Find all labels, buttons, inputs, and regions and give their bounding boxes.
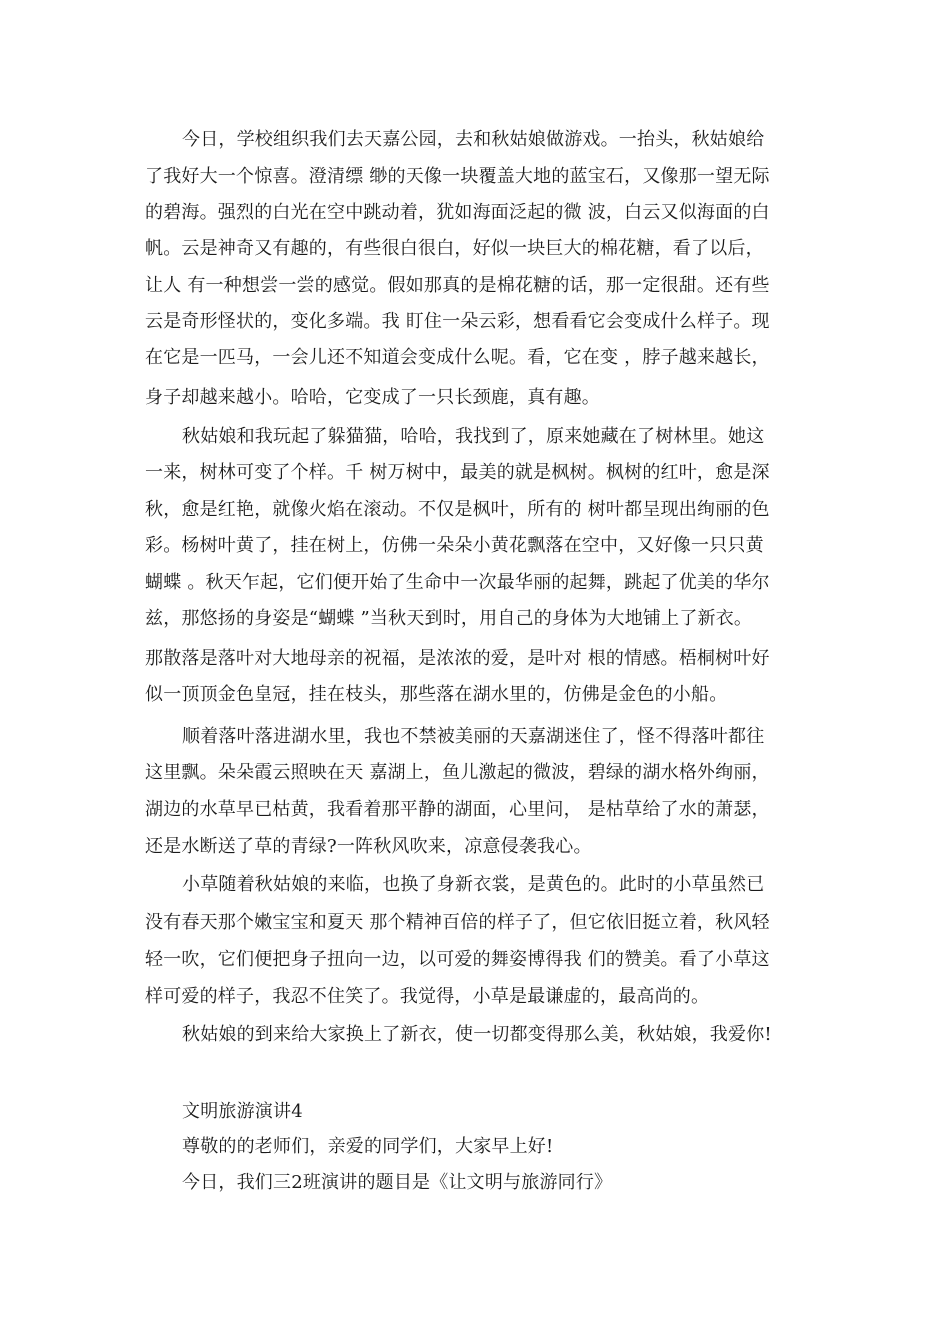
- text-line: 秋姑娘的到来给大家换上了新衣，使一切都变得那么美，秋姑娘，我爱你!: [182, 1024, 772, 1045]
- text-line: 的碧海。强烈的白光在空中跳动着，犹如海面泛起的微 波，白云又似海面的白: [145, 202, 770, 223]
- text-line: 轻一吹，它们便把身子扭向一边，以可爱的舞姿博得我 们的赞美。看了小草这: [145, 949, 770, 970]
- text-line: 秋姑娘和我玩起了躲猫猫，哈哈，我找到了，原来她藏在了树林里。她这: [182, 426, 765, 447]
- text-line: 没有春天那个嫩宝宝和夏天 那个精神百倍的样子了，但它依旧挺立着，秋风轻: [145, 912, 770, 933]
- text-line: 这里飘。朵朵霞云照映在天 嘉湖上，鱼儿激起的微波，碧绿的湖水格外绚丽，: [145, 762, 770, 783]
- speech-intro: 今日，我们三2班演讲的题目是《让文明与旅游同行》: [182, 1172, 613, 1193]
- text-line: 身子却越来越小。哈哈，它变成了一只长颈鹿，真有趣。: [145, 387, 600, 408]
- text-line: 还是水断送了草的青绿?一阵秋风吹来，凉意侵袭我心。: [145, 836, 592, 857]
- speech-greeting: 尊敬的的老师们，亲爱的同学们，大家早上好!: [182, 1136, 554, 1157]
- text-line: 让人 有一种想尝一尝的感觉。假如那真的是棉花糖的话，那一定很甜。还有些: [145, 275, 770, 296]
- text-line: 兹，那悠扬的身姿是“蝴蝶 ”当秋天到时，用自己的身体为大地铺上了新衣。: [145, 608, 753, 629]
- text-line: 湖边的水草早已枯黄，我看着那平静的湖面，心里问， 是枯草给了水的萧瑟，: [145, 799, 770, 820]
- text-line: 在它是一匹马，一会儿还不知道会变成什么呢。看，它在变 ，脖子越来越长，: [145, 347, 770, 368]
- text-line: 似一顶顶金色皇冠，挂在枝头，那些落在湖水里的，仿佛是金色的小船。: [145, 684, 728, 705]
- speech-title: 文明旅游演讲4: [182, 1101, 303, 1122]
- text-line: 一来，树林可变了个样。千 树万树中，最美的就是枫树。枫树的红叶，愈是深: [145, 462, 770, 483]
- text-line: 蝴蝶 。秋天乍起，它们便开始了生命中一次最华丽的起舞，跳起了优美的华尔: [145, 572, 770, 593]
- text-line: 小草随着秋姑娘的来临，也换了身新衣裳，是黄色的。此时的小草虽然已: [182, 874, 765, 895]
- text-line: 秋，愈是红艳，就像火焰在滚动。不仅是枫叶，所有的 树叶都呈现出绚丽的色: [145, 499, 770, 520]
- text-line: 彩。杨树叶黄了，挂在树上，仿佛一朵朵小黄花飘落在空中，又好像一只只黄: [145, 535, 764, 556]
- text-line: 那散落是落叶对大地母亲的祝福，是浓浓的爱，是叶对 根的情感。梧桐树叶好: [145, 648, 770, 669]
- text-line: 云是奇形怪状的，变化多端。我 盯住一朵云彩，想看看它会变成什么样子。现: [145, 311, 770, 332]
- text-line: 了我好大一个惊喜。澄清缥 缈的天像一块覆盖大地的蓝宝石，又像那一望无际: [145, 166, 770, 187]
- text-line: 今日，学校组织我们去天嘉公园，去和秋姑娘做游戏。一抬头，秋姑娘给: [182, 129, 765, 150]
- text-line: 样可爱的样子，我忍不住笑了。我觉得，小草是最谦虚的，最高尚的。: [145, 986, 710, 1007]
- text-line: 帆。云是神奇又有趣的，有些很白很白，好似一块巨大的棉花糖，看了以后，: [145, 238, 764, 259]
- text-line: 顺着落叶落进湖水里，我也不禁被美丽的天嘉湖迷住了，怪不得落叶都往: [182, 726, 765, 747]
